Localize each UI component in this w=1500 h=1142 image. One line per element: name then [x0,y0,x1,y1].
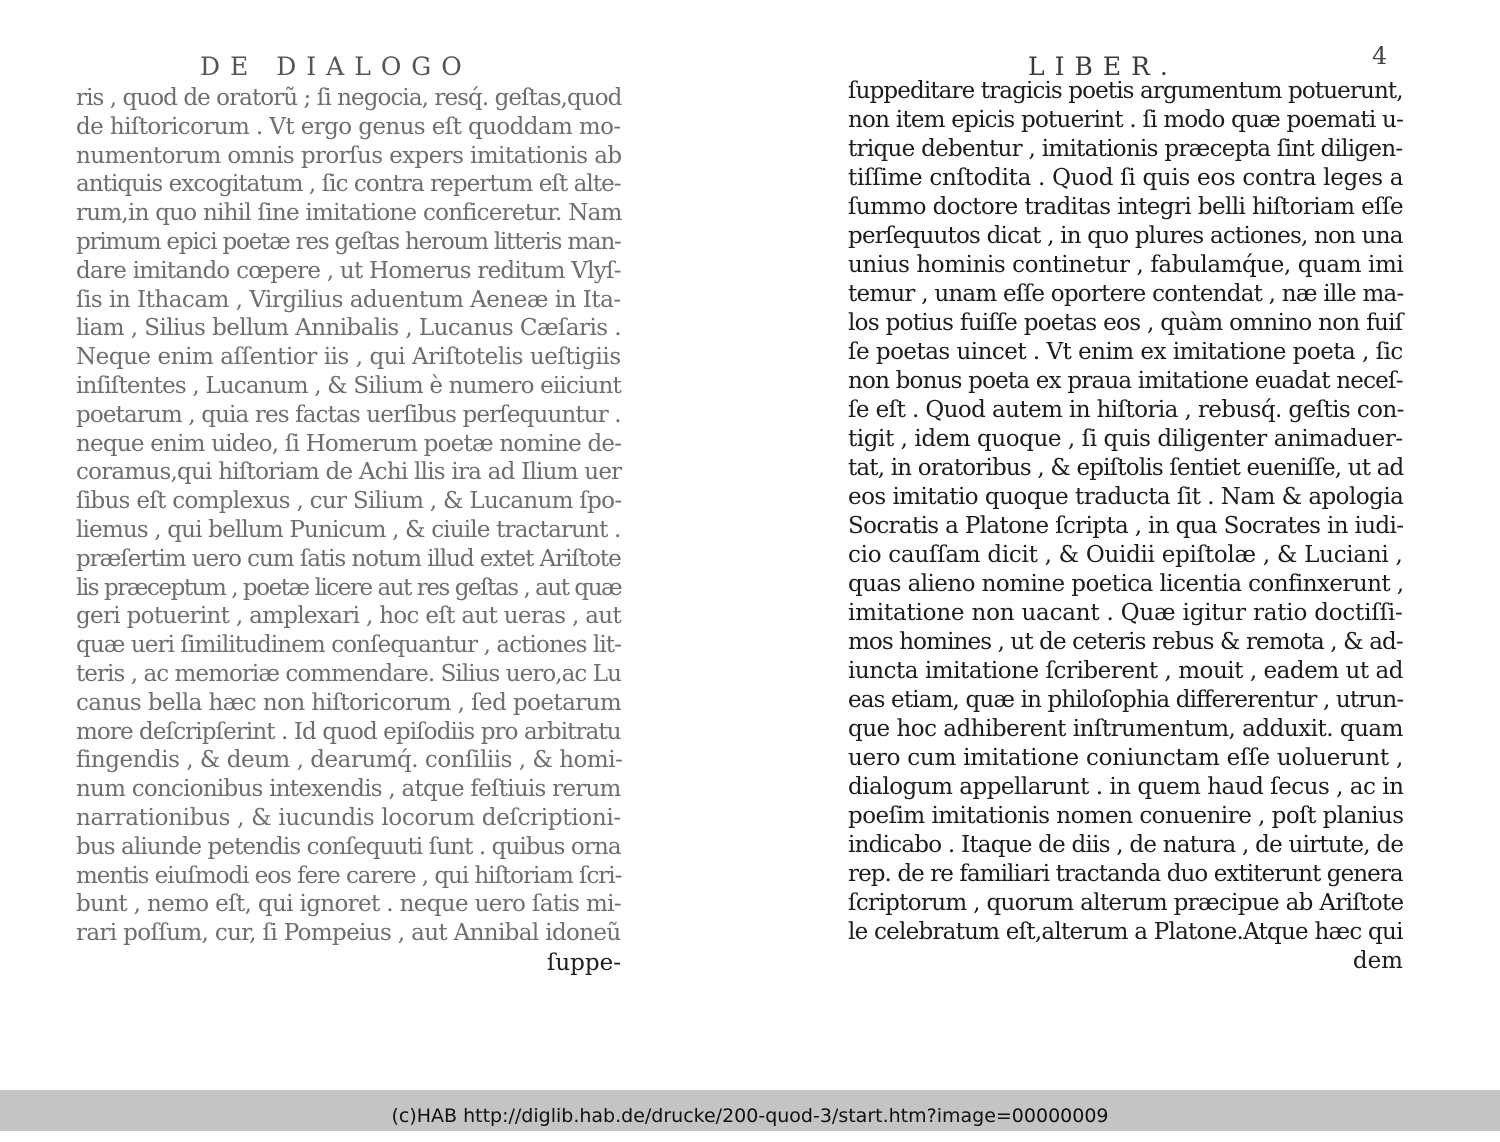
text-line: antiquis excogitatum , ſic contra repertum eſt alte- [76,171,621,198]
text-line: poetarum , quia res factas uerſibus perſequuntur . [76,401,621,428]
text-line: rep. de re familiari tractanda duo extiterunt genera [848,861,1403,887]
text-line: numentorum omnis prorſus expers imitationis ab [76,142,622,169]
right-text-block [848,77,1403,947]
text-line: ſummo doctore traditas integri belli hiſtoriam eſſe [848,194,1403,220]
text-line: ſis in Ithacam , Virgilius aduentum Aeneæ in Ita- [76,286,621,313]
text-line: quæ ueri ſimilitudinem conſequantur , actiones lit- [76,632,621,659]
text-line: que hoc adhiberent inſtrumentum, adduxit. quam [848,716,1403,742]
text-line: eos imitatio quoque traducta ſit . Nam & apologia [848,484,1404,510]
copyright-footer: (c)HAB http://diglib.hab.de/drucke/200-quod-3/start.htm?image=00000009 [0,1090,1500,1131]
text-line: geri potuerint , amplexari , hoc eſt aut ueras , aut [76,603,621,630]
text-line: præſertim uero cum ſatis notum illud extet Ariſtote [76,545,621,572]
text-line: temur , unam eſſe oportere contendat , næ ille ma- [848,281,1404,307]
text-line: liemus , qui bellum Punicum , & ciuile tractarunt . [76,516,621,543]
text-line: de hiſtoricorum . Vt ergo genus eſt quoddam mo- [76,113,621,140]
text-line: ſibus eſt complexus , cur Silium , & Lucanum ſpo- [76,488,622,515]
text-line: teris , ac memoriæ commendare. Silius uero,ac Lu [76,660,621,687]
text-line: quas alieno nomine poetica licentia confinxerunt , [848,571,1404,597]
text-line: rari poſſum, cur, ſi Pompeius , aut Annibal idoneũ [76,920,621,947]
text-line: non item epicis potuerint . ſi modo quæ poemati u- [848,107,1404,133]
text-line: inſiſtentes , Lucanum , & Silium è numero eiiciunt [76,372,621,399]
text-line: neque enim uideo, ſi Homerum poetæ nomine de- [76,430,622,457]
left-running-head: DE DIALOGO [200,52,472,81]
text-line: indicabo . Itaque de diis , de natura , de uirtute, de [848,832,1404,858]
text-line: ris , quod de oratorũ ; ſi negocia, resq́. geſtas,quod [76,85,622,111]
text-line: Neque enim aſſentior iis , qui Ariſtotelis ueſtigiis [76,344,621,371]
text-line: perſequutos dicat , in quo plures actiones, non una [848,223,1403,249]
text-line: primum epici poetæ res geſtas heroum litteris man- [76,228,621,255]
text-line: los potius fuiſſe poetas eos , quàm omnino non fuiſ [848,310,1403,336]
text-line: le celebratum eſt,alterum a Platone.Atque hæc qui [848,919,1403,945]
text-line: bunt , nemo eſt, qui ignoret . neque uero ſatis mi- [76,891,621,918]
text-line: unius hominis continetur , fabulamq́ue, quam imi [848,252,1404,278]
text-line: narrationibus , & iucundis locorum deſcriptioni- [76,804,621,831]
text-line: tat, in oratoribus , & epiſtolis ſentiet eueniſſe, ut ad [848,455,1404,481]
text-line: trique debentur , imitationis præcepta ſint diligen- [848,136,1403,162]
text-line: ſe poetas uincet . Vt enim ex imitatione poeta , ſic [848,339,1403,365]
text-line: iuncta imitatione ſcriberent , mouit , eadem ut ad [848,658,1404,684]
text-line: tiſſime cnſtodita . Quod ſi quis eos contra leges a [848,165,1404,191]
text-line: tigit , idem quoque , ſi quis diligenter animaduer- [848,426,1403,452]
text-line: imitatione non uacant . Quæ igitur ratio doctiſſi- [848,600,1403,626]
text-line: mos homines , ut de ceteris rebus & remota , & ad- [848,629,1403,655]
text-line: non bonus poeta ex praua imitatione euadat neceſ- [848,368,1403,394]
text-line: dare imitando cœpere , ut Homerus reditum Vlyſ- [76,257,621,284]
text-line: rum,in quo nihil ſine imitatione conficeretur. Nam [76,200,622,227]
text-line: Socratis a Platone ſcripta , in qua Socrates in iudi- [848,513,1404,539]
text-line: bus aliunde petendis conſequuti ſunt . quibus orna [76,833,621,860]
text-line: liam , Silius bellum Annibalis , Lucanus Cæſaris . [76,315,622,342]
text-line: eas etiam, quæ in philoſophia differerentur , utrun- [848,687,1404,713]
text-line: fingendis , & deum , dearumq́. conſiliis , & homi- [76,747,623,774]
text-line: canus bella hæc non hiſtoricorum , ſed poetarum [76,689,622,716]
text-line: cio cauſſam dicit , & Ouidii epiſtolæ , & Luciani , [848,542,1403,568]
text-line: ſuppeditare tragicis poetis argumentum potuerunt, [848,78,1403,104]
right-catchword: dem [1352,948,1403,974]
left-page [0,0,750,1090]
left-catchword: ſuppe- [546,950,621,976]
text-line: uero cum imitatione coniunctam eſſe uoluerunt , [848,745,1404,771]
text-line: ſe eſt . Quod autem in hiſtoria , rebusq́. geſtis con- [848,397,1404,423]
text-line: ſcriptorum , quorum alterum præcipue ab Ariſtote [848,890,1404,916]
text-line: poeſim imitationis nomen conuenire , poſt planius [848,803,1404,829]
text-line: lis præceptum , poetæ licere aut res geſtas , aut quæ [76,574,622,601]
text-line: mentis eiuſmodi eos fere carere , qui hiſtoriam ſcri- [76,862,622,889]
left-text-block [76,84,621,948]
text-line: more deſcripſerint . Id quod epiſodiis pro arbitratu [76,718,621,745]
page-number: 4 [1372,42,1388,70]
right-running-head: LIBER. [1028,52,1178,81]
text-line: coramus,qui hiſtoriam de Achi llis ira ad Ilium uer [76,459,622,486]
right-page [750,0,1500,1090]
text-line: dialogum appellarunt . in quem haud ſecus , ac in [848,774,1404,800]
text-line: num concionibus intexendis , atque feſtiuis rerum [76,776,621,803]
